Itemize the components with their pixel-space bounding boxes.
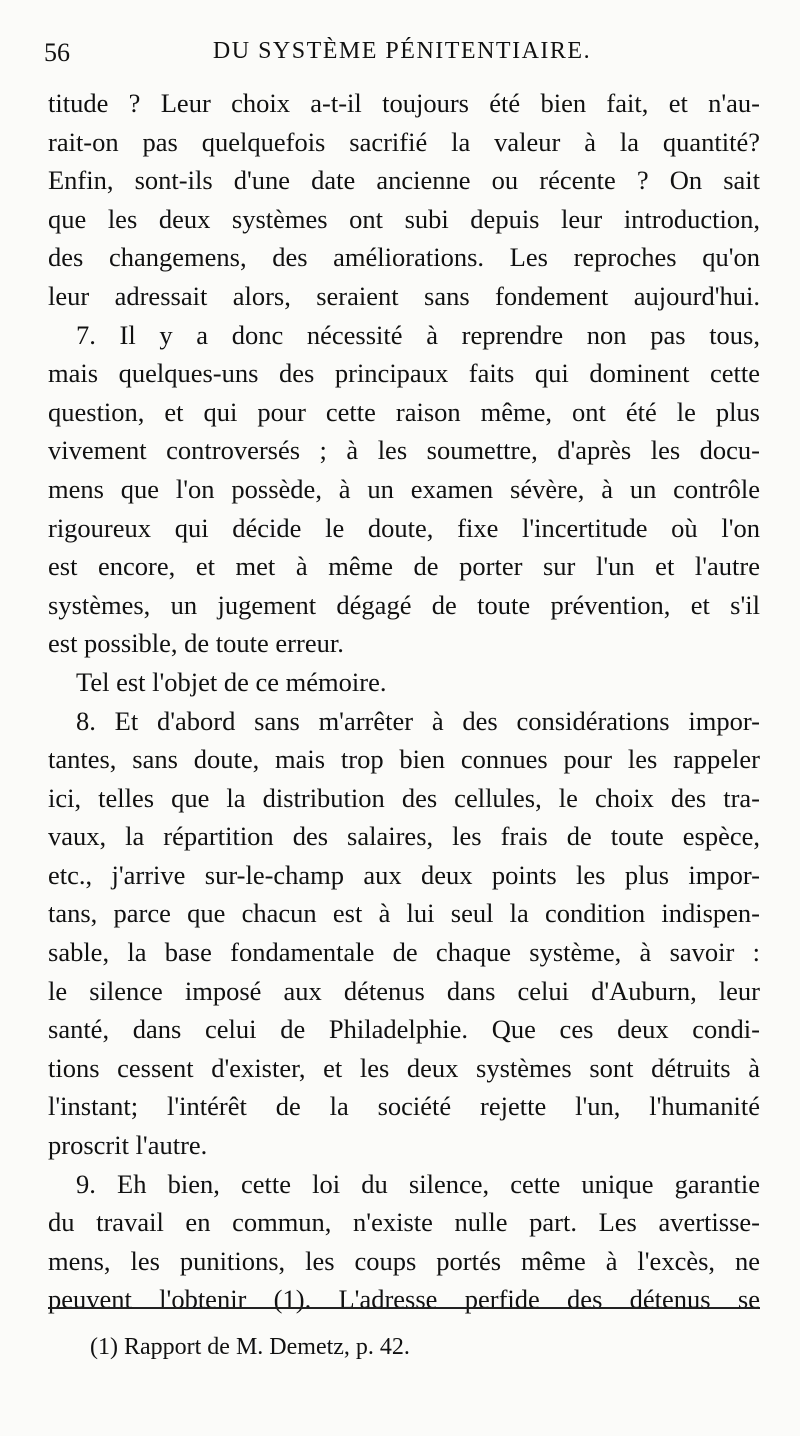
text-line: ici, telles que la distribution des cellules, le choix des tra- [48, 782, 760, 813]
text-line: du travail en commun, n'existe nulle part. Les avertisse- [48, 1207, 760, 1238]
paragraph-single-line: Tel est l'objet de ce mémoire. [76, 666, 387, 697]
text-line: etc., j'arrive sur-le-champ aux deux points les plus impor- [48, 859, 760, 890]
text-line: question, et qui pour cette raison même, ont été le plus [48, 396, 760, 427]
text-line: leur adressait alors, seraient sans fondement aujourd'hui. [48, 280, 760, 311]
page-number: 56 [44, 38, 70, 67]
running-title: DU SYSTÈME PÉNITENTIAIRE. [212, 38, 592, 64]
paragraph-start-line: 7. Il y a donc nécessité à reprendre non pas tous, [76, 319, 760, 350]
text-line: mais quelques-uns des principaux faits qui dominent cette [48, 358, 760, 389]
text-line: rait-on pas quelquefois sacrifié la valeur à la quantité? [48, 126, 760, 157]
text-line: est encore, et met à même de porter sur l'un et l'autre [48, 551, 760, 582]
paragraph-end-line: est possible, de toute erreur. [48, 628, 344, 659]
footnote-rule [48, 1307, 760, 1309]
page-header [44, 38, 760, 78]
text-line: sable, la base fondamentale de chaque système, à savoir : [48, 937, 760, 968]
text-line: vivement controversés ; à les soumettre, d'après les docu- [48, 435, 760, 466]
footnote: (1) Rapport de M. Demetz, p. 42. [90, 1334, 410, 1360]
text-line: tantes, sans doute, mais trop bien connues pour les rappeler [48, 744, 760, 775]
text-line: rigoureux qui décide le doute, fixe l'incertitude où l'on [48, 512, 760, 543]
text-line: peuvent l'obtenir (1). L'adresse perfide des détenus se [48, 1284, 760, 1315]
text-line: Enfin, sont-ils d'une date ancienne ou récente ? On sait [48, 165, 760, 196]
text-line: titude ? Leur choix a-t-il toujours été bien fait, et n'au- [48, 88, 760, 118]
text-line: tions cessent d'exister, et les deux systèmes sont détruits à [48, 1052, 760, 1083]
text-line: le silence imposé aux détenus dans celui d'Auburn, leur [48, 975, 760, 1006]
paragraph-start-line: 8. Et d'abord sans m'arrêter à des considérations impor- [76, 705, 760, 736]
paragraph-start-line: 9. Eh bien, cette loi du silence, cette unique garantie [76, 1168, 760, 1199]
body-text [48, 84, 760, 1319]
text-line: mens, les punitions, les coups portés même à l'excès, ne [48, 1245, 760, 1276]
text-line: des changemens, des améliorations. Les reproches qu'on [48, 242, 760, 273]
text-line: tans, parce que chacun est à lui seul la condition indispen- [48, 898, 760, 929]
text-line: systèmes, un jugement dégagé de toute prévention, et s'il [48, 589, 760, 620]
text-line: que les deux systèmes ont subi depuis leur introduction, [48, 203, 760, 234]
text-line: l'instant; l'intérêt de la société rejette l'un, l'humanité [48, 1091, 760, 1122]
paragraph-end-line: proscrit l'autre. [48, 1130, 208, 1161]
text-line: vaux, la répartition des salaires, les frais de toute espèce, [48, 821, 760, 852]
text-line: santé, dans celui de Philadelphie. Que ces deux condi- [48, 1014, 760, 1045]
text-line: mens que l'on possède, à un examen sévère, à un contrôle [48, 473, 760, 504]
